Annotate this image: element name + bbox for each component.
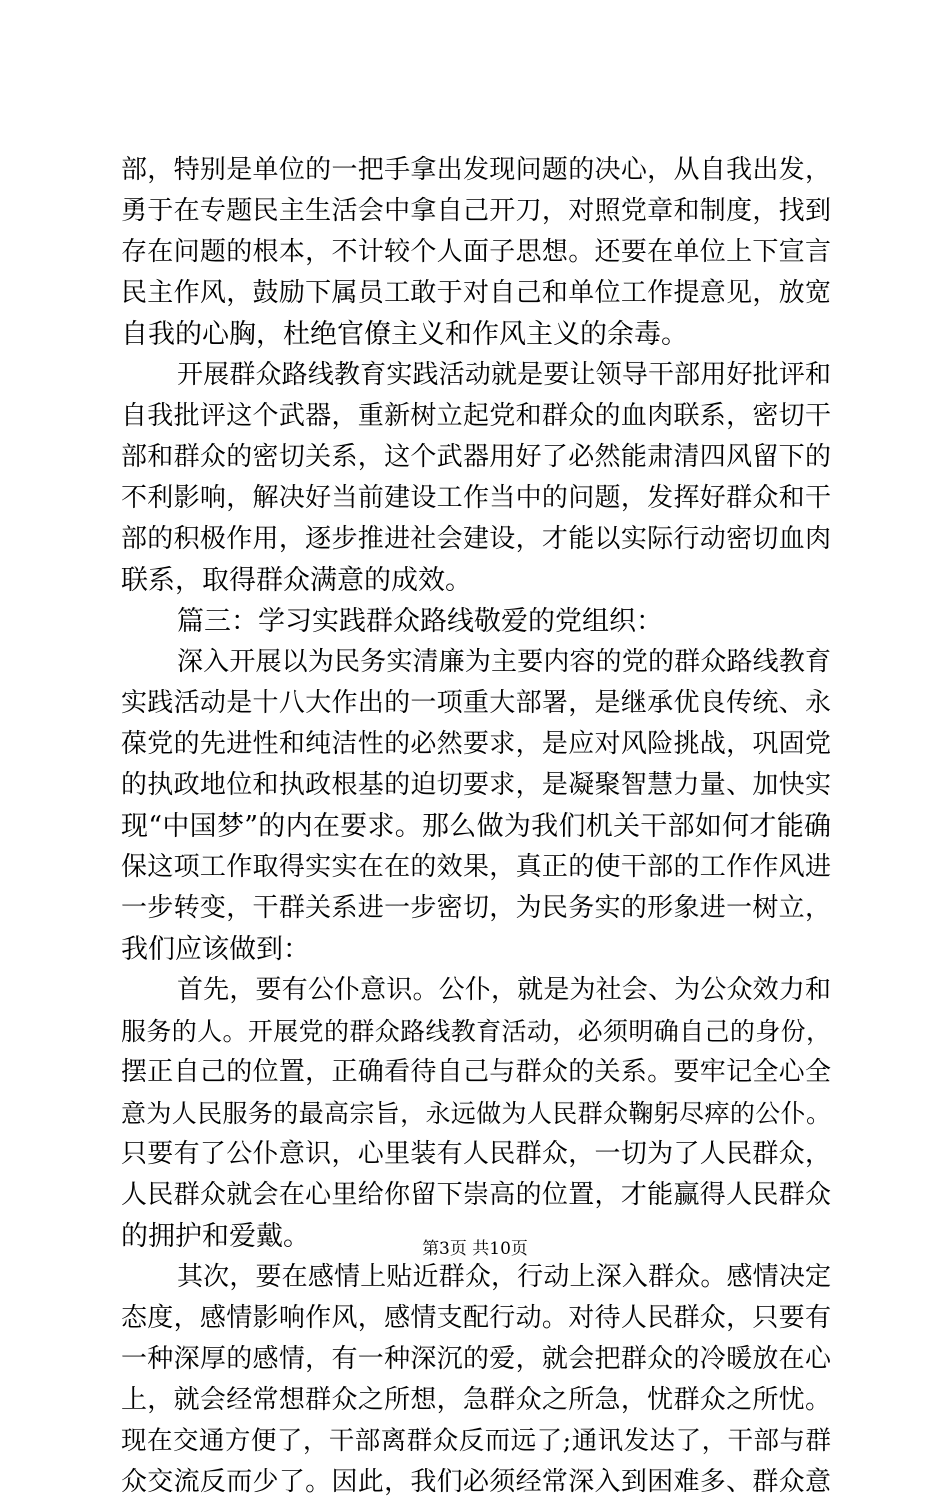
text-line: 部和群众的密切关系，这个武器用好了必然能肃清四风留下的 [121,442,831,472]
body-text [121,150,831,1503]
text-line: 的执政地位和执政根基的迫切要求，是凝聚智慧力量、加快实 [121,770,831,800]
text-line: 上，就会经常想群众之所想，急群众之所急，忧群众之所忧。 [121,1385,831,1415]
text-line: 现“中国梦”的内在要求。那么做为我们机关干部如何才能确 [121,811,831,842]
text-line: 首先，要有公仆意识。公仆，就是为社会、为公众效力和 [177,975,831,1005]
text-line: 现在交通方便了，干部离群众反而远了;通讯发达了，干部与群 [121,1426,831,1456]
text-line: 一种深厚的感情，有一种深沉的爱，就会把群众的冷暖放在心 [121,1344,831,1374]
text-line: 意为人民服务的最高宗旨，永远做为人民群众鞠躬尽瘁的公仆。 [121,1099,831,1128]
text-line: 其次，要在感情上贴近群众，行动上深入群众。感情决定 [177,1262,831,1292]
text-line: 勇于在专题民主生活会中拿自己开刀，对照党章和制度，找到 [121,196,831,226]
text-line: 自我的心胸，杜绝官僚主义和作风主义的余毒。 [121,319,688,350]
text-line: 不利影响，解决好当前建设工作当中的问题，发挥好群众和干 [121,483,831,513]
text-line: 深入开展以为民务实清廉为主要内容的党的群众路线教育 [177,647,831,677]
text-line: 篇三：学习实践群众路线敬爱的党组织： [177,606,663,637]
text-line: 保这项工作取得实实在在的效果，真正的使干部的工作作风进 [121,852,831,882]
text-line: 葆党的先进性和纯洁性的必然要求，是应对风险挑战，巩固党 [121,729,831,759]
text-line: 部，特别是单位的一把手拿出发现问题的决心，从自我出发， [121,155,831,185]
text-line: 人民群众就会在心里给你留下崇高的位置，才能赢得人民群众 [121,1180,831,1210]
text-line: 自我批评这个武器，重新树立起党和群众的血肉联系，密切干 [121,401,831,431]
page-footer: 第3页 共10页 [422,1239,528,1259]
text-line: 只要有了公仆意识，心里装有人民群众，一切为了人民群众， [121,1139,831,1169]
text-line: 民主作风，鼓励下属员工敢于对自己和单位工作提意见，放宽 [121,278,831,308]
text-line: 我们应该做到： [121,934,310,965]
text-line: 存在问题的根本，不计较个人面子思想。还要在单位上下宣言 [121,237,831,267]
text-line: 摆正自己的位置，正确看待自己与群众的关系。要牢记全心全 [121,1057,831,1087]
text-line: 一步转变，干群关系进一步密切，为民务实的形象进一树立， [121,893,831,923]
text-line: 开展群众路线教育实践活动就是要让领导干部用好批评和 [177,360,831,390]
text-line: 联系，取得群众满意的成效。 [121,565,472,596]
text-line: 服务的人。开展党的群众路线教育活动，必须明确自己的身份， [121,1017,831,1046]
text-line: 态度，感情影响作风，感情支配行动。对待人民群众，只要有 [121,1303,831,1333]
text-line: 的拥护和爱戴。 [121,1221,310,1252]
text-line: 众交流反而少了。因此，我们必须经常深入到困难多、群众意 [121,1467,831,1497]
text-line: 实践活动是十八大作出的一项重大部署，是继承优良传统、永 [121,688,831,718]
text-line: 部的积极作用，逐步推进社会建设，才能以实际行动密切血肉 [121,524,831,554]
